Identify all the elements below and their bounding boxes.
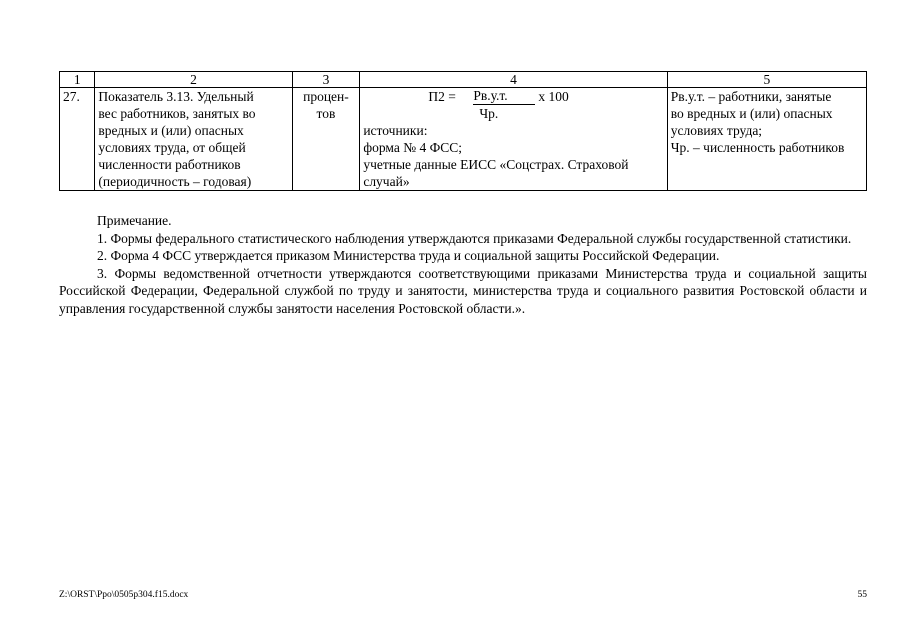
indicator-line: (периодичность – годовая) [98, 174, 252, 189]
unit-line: тов [316, 106, 336, 121]
source-line: случай» [363, 174, 410, 189]
indicator-description [95, 88, 292, 191]
legend-line: во вредных и (или) опасных [670, 106, 833, 121]
row-number: 27. [60, 88, 95, 191]
indicator-line: Показатель 3.13. Удельный [98, 89, 254, 104]
footer-page-number: 55 [857, 590, 867, 600]
indicator-line: вес работников, занятых во [98, 106, 256, 121]
header-cell-3: 3 [292, 72, 360, 88]
indicator-line: численности работников [98, 157, 241, 172]
header-cell-2: 2 [95, 72, 292, 88]
source-line: источники: [363, 123, 428, 138]
header-cell-5: 5 [667, 72, 866, 88]
legend-line: условиях труда; [670, 123, 763, 138]
formula-multiplier: х 100 [538, 89, 569, 104]
note-item-1: 1. Формы федерального статистического наблюдения утверждаются приказами Федеральной службы государственной статистики. [97, 230, 852, 246]
header-cell-1: 1 [60, 72, 95, 88]
footer-file-path: Z:\ORST\Ppo\0505p304.f15.docx [59, 590, 189, 600]
unit-line: процен- [303, 89, 349, 104]
indicator-line: вредных и (или) опасных [98, 123, 244, 138]
indicator-table [59, 71, 867, 191]
source-line: учетные данные ЕИСС «Соцстрах. Страховой [363, 157, 629, 172]
unit-cell [292, 88, 360, 191]
legend-cell [667, 88, 866, 191]
legend-line: Чр. – численность работников [670, 140, 845, 155]
indicator-line: условиях труда, от общей [98, 140, 246, 155]
note-item-3: 3. Формы ведомственной отчетности утверждаются соответствующими приказами Министерства труда и социальной защиты Российской Федерации, Федеральной службой по труду и занятости, министерства труда и социального развития Ростовской области и управления государственной службы занятости населения Ростовской области.». [59, 265, 867, 316]
table-row [60, 88, 867, 191]
formula-numerator: Рв.у.т. [473, 88, 535, 105]
formula-lhs: П2 = [428, 89, 456, 104]
notes-section [59, 212, 867, 317]
note-item-2: 2. Форма 4 ФСС утверждается приказом Министерства труда и социальной защиты Российской Федерации. [97, 248, 720, 263]
source-line: форма № 4 ФСС; [363, 140, 462, 155]
header-cell-4: 4 [360, 72, 667, 88]
formula [363, 88, 663, 122]
formula-denominator: Чр. [479, 106, 499, 121]
table-header-row [60, 72, 867, 88]
legend-line: Рв.у.т. – работники, занятые [670, 89, 832, 104]
notes-title: Примечание. [97, 213, 172, 228]
calculation-cell [360, 88, 667, 191]
